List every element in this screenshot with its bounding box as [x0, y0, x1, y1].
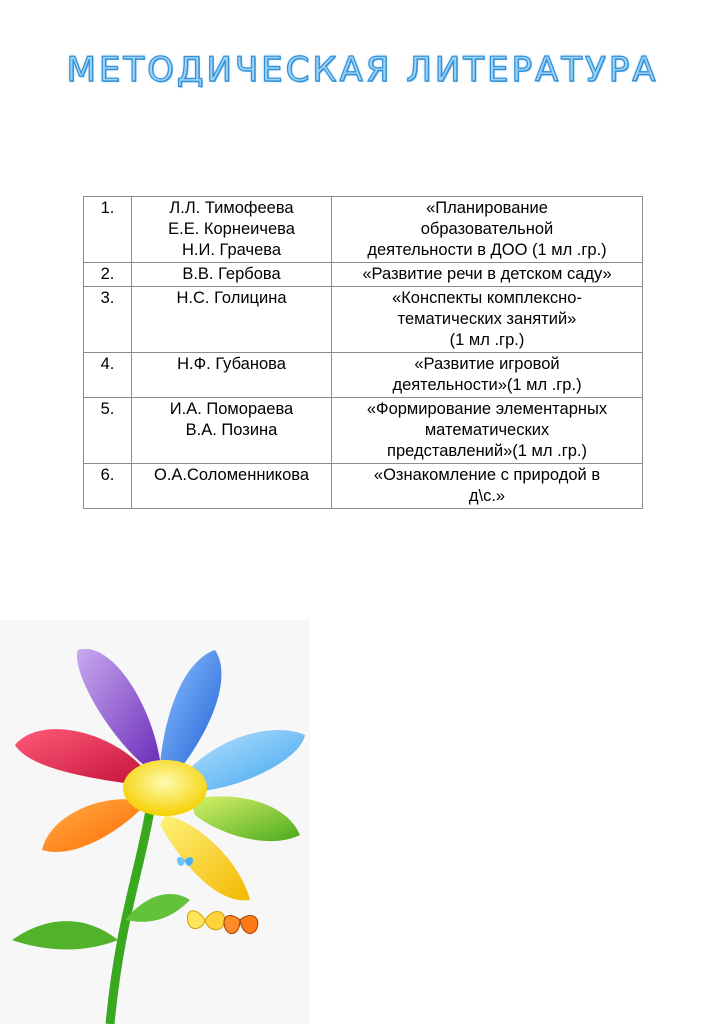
page-title: МЕТОДИЧЕСКАЯ ЛИТЕРАТУРА: [66, 50, 659, 90]
row-number: 6.: [84, 464, 132, 509]
author-name: И.А. Помораева: [169, 400, 294, 418]
row-number: 5.: [84, 398, 132, 464]
table-row: [84, 287, 643, 353]
table-row: [84, 197, 643, 263]
book-title-cell: [332, 464, 643, 509]
book-title-line: «Развитие речи в детском саду»: [362, 265, 612, 283]
book-title-cell: [332, 287, 643, 353]
book-title-cell: [332, 398, 643, 464]
author-name: В.В. Гербова: [182, 265, 281, 283]
book-title-line: «Ознакомление с природой в: [373, 466, 601, 484]
book-title-line: деятельности»(1 мл .гр.): [392, 376, 582, 394]
table-row: [84, 353, 643, 398]
table-row: [84, 263, 643, 287]
author-cell: [132, 197, 332, 263]
author-cell: [132, 263, 332, 287]
book-title-line: деятельности в ДОО (1 мл .гр.): [367, 241, 607, 259]
author-cell: [132, 287, 332, 353]
book-title-cell: [332, 197, 643, 263]
book-title-cell: [332, 353, 643, 398]
book-title-line: образовательной: [420, 220, 554, 238]
book-title-line: «Конспекты комплексно-: [392, 289, 582, 307]
author-name: Н.Ф. Губанова: [177, 355, 286, 373]
book-title-line: «Планирование: [426, 199, 548, 217]
author-name: Н.С. Голицина: [176, 289, 287, 307]
author-name: В.А. Позина: [185, 421, 278, 439]
book-title-line: «Формирование элементарных: [366, 400, 608, 418]
book-title-line: представлений»(1 мл .гр.): [387, 442, 587, 460]
author-name: Е.Е. Корнеичева: [168, 220, 295, 238]
author-cell: [132, 464, 332, 509]
literature-table: [83, 196, 643, 509]
book-title-line: д\с.»: [468, 487, 506, 505]
author-cell: [132, 353, 332, 398]
row-number: 4.: [84, 353, 132, 398]
book-title-line: математических: [424, 421, 550, 439]
flower-center: [123, 760, 207, 816]
flower-illustration: [0, 620, 310, 1024]
author-name: Л.Л. Тимофеева: [169, 199, 294, 217]
table-row: [84, 464, 643, 509]
row-number: 2.: [84, 263, 132, 287]
row-number: 1.: [84, 197, 132, 263]
book-title-line: «Развитие игровой: [414, 355, 560, 373]
book-title-cell: [332, 263, 643, 287]
author-name: Н.И. Грачева: [181, 241, 282, 259]
row-number: 3.: [84, 287, 132, 353]
book-title-line: (1 мл .гр.): [449, 331, 525, 349]
author-cell: [132, 398, 332, 464]
book-title-line: тематических занятий»: [397, 310, 577, 328]
table-row: [84, 398, 643, 464]
author-name: О.А.Соломенникова: [153, 466, 310, 484]
